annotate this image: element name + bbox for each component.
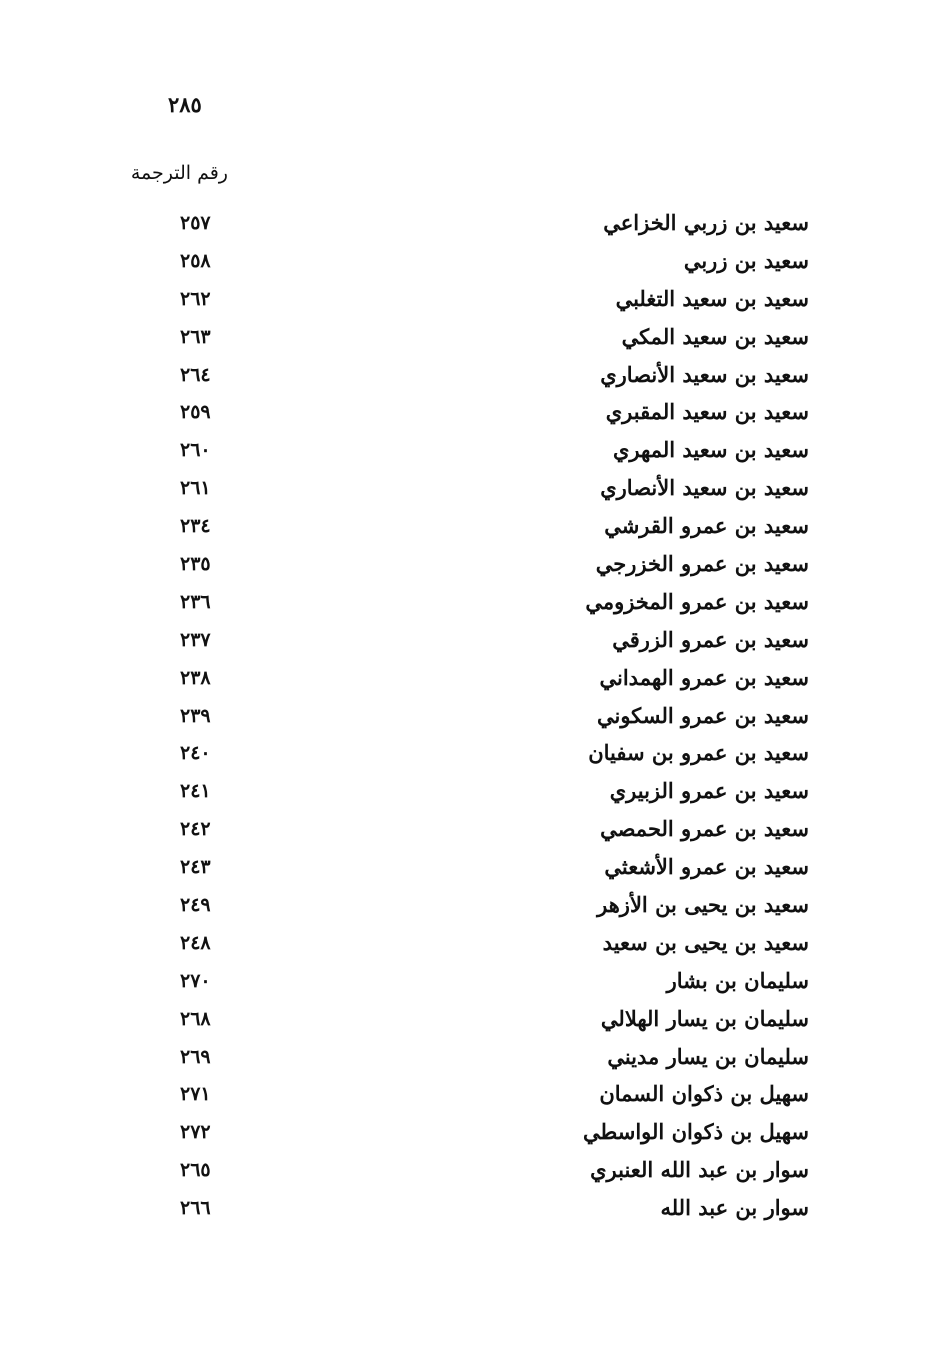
entry-number: ٢٣٩ (180, 704, 211, 727)
index-entry-row (0, 395, 945, 433)
entry-name: سعيد بن عمرو الحمصي (600, 816, 809, 842)
entry-number: ٢٦٤ (180, 363, 211, 386)
entry-number: ٢٣٨ (180, 666, 211, 689)
entry-number: ٢٤٢ (180, 818, 211, 841)
entry-number: ٢٤٠ (180, 742, 211, 765)
entry-number: ٢٥٧ (180, 212, 211, 234)
index-entry-row (0, 1115, 945, 1153)
index-entry-row (0, 964, 945, 1002)
entry-name: سوار بن عبد الله (660, 1195, 809, 1221)
entry-number: ٢٧١ (180, 1083, 211, 1106)
index-entries-list (0, 206, 945, 1229)
entry-name: سعيد بن سعيد الأنصاري (600, 361, 809, 387)
index-entry-row (0, 320, 945, 358)
entry-number: ٢٣٥ (180, 553, 211, 576)
entry-number: ٢٦٨ (180, 1007, 211, 1030)
index-entry-row (0, 926, 945, 964)
entry-number: ٢٤١ (180, 780, 211, 803)
entry-number: ٢٦٠ (180, 439, 211, 462)
entry-number: ٢٥٩ (180, 401, 211, 424)
index-entry-row (0, 699, 945, 737)
index-entry-row (0, 888, 945, 926)
entry-number: ٢٦٦ (180, 1197, 211, 1220)
entry-number: ٢٧٢ (180, 1121, 211, 1144)
entry-name: سعيد بن عمرو المخزومي (585, 588, 809, 614)
index-entry-row (0, 1191, 945, 1229)
index-entry-row (0, 358, 945, 396)
entry-name: سوار بن عبد الله العنبري (590, 1157, 809, 1183)
index-entry-row (0, 509, 945, 547)
entry-number: ٢٧٠ (180, 969, 211, 992)
entry-name: سعيد بن عمرو الزرقي (612, 626, 809, 652)
entry-name: سليمان بن يسار مديني (607, 1043, 809, 1069)
entry-name: سعيد بن عمرو الهمداني (599, 664, 809, 690)
entry-number: ٢٣٦ (180, 590, 211, 613)
entry-name: سليمان بن بشار (666, 967, 809, 993)
index-entry-row (0, 774, 945, 812)
entry-name: سعيد بن سعيد المقبري (605, 399, 809, 425)
entry-name: سعيد بن عمرو الأشعثي (604, 854, 809, 880)
entry-name: سعيد بن عمرو الزبيري (609, 778, 809, 804)
index-entry-row (0, 623, 945, 661)
entry-name: سهيل بن ذكوان السمان (599, 1081, 809, 1107)
entry-number: ٢٣٤ (180, 515, 211, 538)
page-number: ٢٨٥ (168, 92, 202, 117)
entry-number: ٢٦٣ (180, 325, 211, 348)
entry-name: سعيد بن سعيد المكي (621, 323, 809, 349)
entry-name: سعيد بن يحيى بن سعيد (602, 929, 809, 955)
entry-number: ٢٤٣ (180, 856, 211, 879)
index-entry-row (0, 282, 945, 320)
entry-number: ٢٤٨ (180, 931, 211, 954)
entry-name: سعيد بن يحيى بن الأزهر (597, 892, 809, 918)
column-header-entry-number: رقم الترجمة (130, 162, 228, 184)
entry-name: سعيد بن عمرو بن سفيان (588, 740, 809, 766)
entry-number: ٢٦٩ (180, 1045, 211, 1068)
entry-number: ٢٦٢ (180, 287, 211, 310)
index-entry-row (0, 585, 945, 623)
index-entry-row (0, 812, 945, 850)
entry-name: سعيد بن عمرو السكوني (596, 702, 809, 728)
entry-name: سعيد بن سعيد الأنصاري (600, 475, 809, 501)
index-entry-row (0, 1077, 945, 1115)
entry-name: سعيد بن زربي (683, 247, 809, 273)
index-entry-row (0, 433, 945, 471)
index-entry-row (0, 244, 945, 282)
entry-number: ٢٤٩ (180, 894, 211, 917)
entry-name: سعيد بن عمرو الخزرجي (595, 551, 809, 577)
entry-number: ٢٦١ (180, 477, 211, 500)
entry-name: سعيد بن سعيد المهري (612, 437, 809, 463)
entry-name: سعيد بن عمرو القرشي (604, 513, 809, 539)
entry-number: ٢٣٧ (180, 628, 211, 651)
entry-name: سليمان بن يسار الهلالي (600, 1005, 809, 1031)
entry-number: ٢٥٨ (180, 249, 211, 272)
index-entry-row (0, 850, 945, 888)
index-entry-row (0, 1153, 945, 1191)
entry-name: سعيد بن سعيد التغلبي (615, 285, 809, 311)
index-entry-row (0, 206, 945, 244)
entry-name: سعيد بن زربي الخزاعي (603, 210, 809, 235)
entry-number: ٢٦٥ (180, 1159, 211, 1182)
entry-name: سهيل بن ذكوان الواسطي (583, 1119, 809, 1145)
index-entry-row (0, 1002, 945, 1040)
index-entry-row (0, 736, 945, 774)
index-entry-row (0, 661, 945, 699)
index-entry-row (0, 1040, 945, 1078)
index-entry-row (0, 547, 945, 585)
index-entry-row (0, 471, 945, 509)
